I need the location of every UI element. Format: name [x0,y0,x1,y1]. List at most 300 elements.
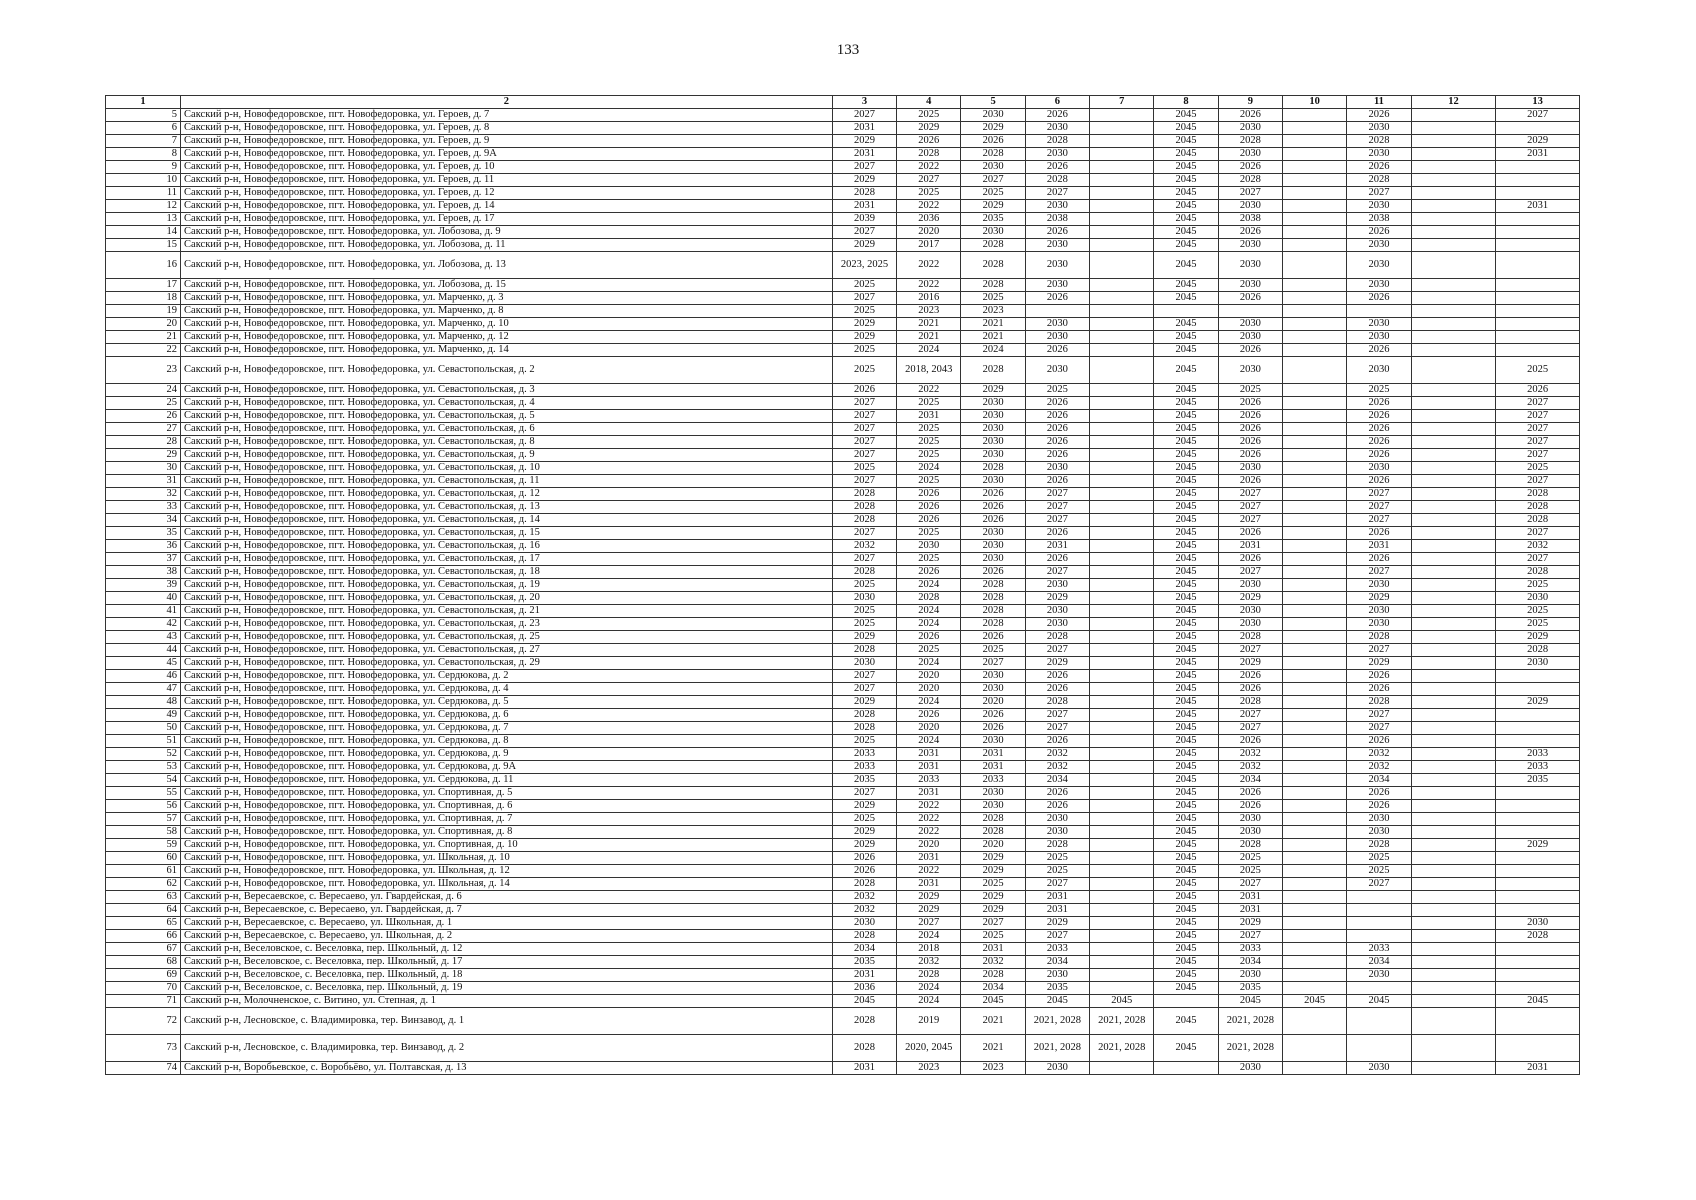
year-cell [1411,683,1496,696]
year-cell [1282,709,1346,722]
year-cell: 2045 [961,995,1025,1008]
year-cell: 2030 [1347,826,1411,839]
year-cell: 2030 [832,917,896,930]
year-cell: 2031 [961,748,1025,761]
year-cell: 2045 [1154,683,1218,696]
year-cell [1090,305,1154,318]
year-cell: 2030 [1347,318,1411,331]
header-row [106,96,1580,109]
year-cell: 2026 [1025,800,1089,813]
year-cell: 2027 [1496,436,1580,449]
year-cell [1090,579,1154,592]
table-row [106,252,1580,279]
year-cell: 2030 [961,787,1025,800]
year-cell: 2033 [1218,943,1282,956]
table-row [106,488,1580,501]
year-cell [1090,1062,1154,1075]
year-cell: 2032 [1496,540,1580,553]
table-row [106,969,1580,982]
year-cell: 2031 [897,761,961,774]
year-cell [1282,397,1346,410]
year-cell: 2025 [832,357,896,384]
year-cell: 2023 [897,1062,961,1075]
year-cell: 2038 [1218,213,1282,226]
year-cell [1411,1008,1496,1035]
address-cell: Сакский р-н, Новофедоровское, пгт. Новофедоровка, ул. Севастопольская, д. 20 [181,592,833,605]
row-number-cell: 39 [106,579,181,592]
year-cell: 2031 [1218,891,1282,904]
address-cell: Сакский р-н, Новофедоровское, пгт. Новофедоровка, ул. Севастопольская, д. 2 [181,357,833,384]
year-cell [1411,527,1496,540]
table-row [106,540,1580,553]
year-cell: 2030 [1347,579,1411,592]
year-cell [1496,670,1580,683]
row-number-cell: 19 [106,305,181,318]
year-cell [1090,592,1154,605]
year-cell: 2030 [897,540,961,553]
year-cell [1411,135,1496,148]
year-cell [1411,344,1496,357]
year-cell [1496,1035,1580,1062]
year-cell [1411,423,1496,436]
year-cell [1090,865,1154,878]
year-cell: 2026 [1347,423,1411,436]
year-cell: 2029 [897,904,961,917]
year-cell [1090,787,1154,800]
year-cell [1282,213,1346,226]
year-cell: 2027 [832,787,896,800]
year-cell: 2025 [1496,618,1580,631]
year-cell: 2032 [1218,748,1282,761]
year-cell: 2035 [1025,982,1089,995]
year-cell: 2026 [1347,735,1411,748]
year-cell: 2030 [1025,618,1089,631]
year-cell: 2028 [961,813,1025,826]
column-header: 5 [961,96,1025,109]
year-cell: 2027 [832,161,896,174]
year-cell [1496,709,1580,722]
year-cell [1282,1062,1346,1075]
year-cell: 2029 [1496,631,1580,644]
year-cell [1411,501,1496,514]
year-cell [1090,410,1154,423]
year-cell: 2025 [897,553,961,566]
row-number-cell: 53 [106,761,181,774]
year-cell: 2026 [961,722,1025,735]
year-cell [1090,930,1154,943]
year-cell: 2025 [961,930,1025,943]
year-cell [1090,813,1154,826]
year-cell [1154,1062,1218,1075]
row-number-cell: 56 [106,800,181,813]
year-cell [1154,305,1218,318]
year-cell [1282,148,1346,161]
year-cell: 2034 [1025,774,1089,787]
year-cell: 2025 [832,279,896,292]
year-cell [1282,226,1346,239]
year-cell: 2028 [1218,174,1282,187]
year-cell: 2026 [1025,344,1089,357]
year-cell: 2045 [1154,357,1218,384]
year-cell: 2026 [1347,397,1411,410]
year-cell: 2032 [832,540,896,553]
year-cell: 2045 [1154,122,1218,135]
year-cell: 2026 [961,501,1025,514]
year-cell [1282,1008,1346,1035]
year-cell: 2045 [1154,148,1218,161]
year-cell: 2045 [1154,605,1218,618]
year-cell: 2031 [897,748,961,761]
year-cell [1090,109,1154,122]
year-cell: 2029 [897,122,961,135]
year-cell [1496,174,1580,187]
year-cell: 2027 [832,449,896,462]
year-cell: 2026 [1025,436,1089,449]
year-cell: 2026 [1218,397,1282,410]
year-cell: 2029 [832,826,896,839]
year-cell: 2028 [961,462,1025,475]
year-cell [1496,969,1580,982]
year-cell: 2035 [1496,774,1580,787]
column-header: 11 [1347,96,1411,109]
year-cell: 2028 [832,709,896,722]
row-number-cell: 17 [106,279,181,292]
year-cell: 2033 [961,774,1025,787]
year-cell: 2030 [961,226,1025,239]
year-cell: 2031 [1218,540,1282,553]
row-number-cell: 5 [106,109,181,122]
year-cell: 2028 [1025,135,1089,148]
table-row [106,878,1580,891]
year-cell: 2024 [897,618,961,631]
row-number-cell: 55 [106,787,181,800]
year-cell: 2027 [1218,878,1282,891]
year-cell: 2045 [1154,318,1218,331]
year-cell [1411,213,1496,226]
year-cell: 2026 [832,384,896,397]
address-cell: Сакский р-н, Новофедоровское, пгт. Новофедоровка, ул. Героев, д. 12 [181,187,833,200]
year-cell: 2045 [1154,878,1218,891]
year-cell: 2029 [897,891,961,904]
year-cell [1282,826,1346,839]
row-number-cell: 28 [106,436,181,449]
year-cell [1282,462,1346,475]
year-cell: 2026 [1025,670,1089,683]
year-cell [1282,631,1346,644]
year-cell [1496,878,1580,891]
year-cell: 2030 [961,735,1025,748]
year-cell [1282,357,1346,384]
year-cell: 2026 [1218,423,1282,436]
year-cell: 2023 [961,305,1025,318]
year-cell: 2045 [1154,709,1218,722]
row-number-cell: 25 [106,397,181,410]
year-cell [1090,852,1154,865]
year-cell: 2045 [1154,331,1218,344]
year-cell: 2027 [1218,722,1282,735]
row-number-cell: 63 [106,891,181,904]
year-cell [1411,644,1496,657]
address-cell: Сакский р-н, Новофедоровское, пгт. Новофедоровка, ул. Севастопольская, д. 18 [181,566,833,579]
year-cell: 2045 [1154,423,1218,436]
address-cell: Сакский р-н, Новофедоровское, пгт. Новофедоровка, ул. Сердюкова, д. 5 [181,696,833,709]
year-cell: 2045 [1154,969,1218,982]
year-cell: 2027 [1025,722,1089,735]
address-cell: Сакский р-н, Молочненское, с. Витино, ул. Степная, д. 1 [181,995,833,1008]
year-cell [1282,344,1346,357]
year-cell: 2045 [1154,384,1218,397]
row-number-cell: 13 [106,213,181,226]
address-cell: Сакский р-н, Новофедоровское, пгт. Новофедоровка, ул. Сердюкова, д. 4 [181,683,833,696]
year-cell: 2032 [1025,748,1089,761]
year-cell: 2045 [1154,279,1218,292]
year-cell: 2026 [1347,226,1411,239]
year-cell [1282,384,1346,397]
year-cell [1090,878,1154,891]
year-cell [1411,331,1496,344]
year-cell [1411,917,1496,930]
row-number-cell: 15 [106,239,181,252]
year-cell: 2025 [1496,605,1580,618]
year-cell: 2045 [1154,344,1218,357]
year-cell [1282,292,1346,305]
year-cell [1411,670,1496,683]
year-cell: 2031 [1496,200,1580,213]
year-cell: 2021, 2028 [1090,1035,1154,1062]
year-cell: 2028 [832,878,896,891]
table-row [106,605,1580,618]
address-cell: Сакский р-н, Новофедоровское, пгт. Новофедоровка, ул. Героев, д. 7 [181,109,833,122]
year-cell: 2029 [961,904,1025,917]
year-cell: 2045 [1025,995,1089,1008]
year-cell: 2045 [1154,618,1218,631]
year-cell [1411,930,1496,943]
row-number-cell: 66 [106,930,181,943]
year-cell [1090,735,1154,748]
address-cell: Сакский р-н, Новофедоровское, пгт. Новофедоровка, ул. Севастопольская, д. 9 [181,449,833,462]
row-number-cell: 65 [106,917,181,930]
year-cell: 2026 [897,501,961,514]
year-cell: 2030 [1218,252,1282,279]
year-cell [1411,553,1496,566]
year-cell: 2025 [1025,852,1089,865]
year-cell [1282,800,1346,813]
year-cell [1090,239,1154,252]
table-row [106,657,1580,670]
year-cell [1282,423,1346,436]
year-cell: 2031 [1496,148,1580,161]
year-cell: 2030 [1347,969,1411,982]
year-cell: 2026 [1218,735,1282,748]
year-cell: 2030 [961,683,1025,696]
page-number: 133 [836,42,860,58]
year-cell [1411,852,1496,865]
year-cell [1282,109,1346,122]
year-cell: 2026 [1025,109,1089,122]
address-cell: Сакский р-н, Новофедоровское, пгт. Новофедоровка, ул. Спортивная, д. 10 [181,839,833,852]
year-cell [1411,540,1496,553]
year-cell: 2033 [1025,943,1089,956]
year-cell [1282,956,1346,969]
year-cell [1411,122,1496,135]
year-cell: 2025 [1218,852,1282,865]
year-cell [1090,423,1154,436]
year-cell: 2028 [1025,839,1089,852]
year-cell: 2030 [1218,122,1282,135]
year-cell [1090,709,1154,722]
year-cell: 2028 [961,969,1025,982]
year-cell [1282,605,1346,618]
table-row [106,956,1580,969]
year-cell: 2030 [1025,331,1089,344]
address-cell: Сакский р-н, Новофедоровское, пгт. Новофедоровка, ул. Севастопольская, д. 16 [181,540,833,553]
year-cell: 2027 [1496,410,1580,423]
row-number-cell: 9 [106,161,181,174]
year-cell: 2028 [1496,930,1580,943]
table-row [106,475,1580,488]
year-cell: 2030 [1025,122,1089,135]
year-cell: 2025 [832,305,896,318]
year-cell [1090,774,1154,787]
row-number-cell: 50 [106,722,181,735]
year-cell [1411,592,1496,605]
table-row [106,579,1580,592]
address-cell: Сакский р-н, Новофедоровское, пгт. Новофедоровка, ул. Севастопольская, д. 17 [181,553,833,566]
year-cell: 2045 [1154,943,1218,956]
row-number-cell: 11 [106,187,181,200]
year-cell [1090,174,1154,187]
address-cell: Сакский р-н, Новофедоровское, пгт. Новофедоровка, ул. Севастопольская, д. 4 [181,397,833,410]
year-cell: 2031 [1347,540,1411,553]
year-cell: 2020 [961,696,1025,709]
year-cell: 2028 [961,592,1025,605]
year-cell [1282,774,1346,787]
address-cell: Сакский р-н, Лесновское, с. Владимировка, тер. Винзавод, д. 2 [181,1035,833,1062]
year-cell [1090,761,1154,774]
address-cell: Сакский р-н, Новофедоровское, пгт. Новофедоровка, ул. Севастопольская, д. 5 [181,410,833,423]
year-cell: 2020 [961,839,1025,852]
year-cell: 2030 [1025,239,1089,252]
year-cell: 2020 [897,226,961,239]
year-cell: 2025 [897,397,961,410]
address-cell: Сакский р-н, Новофедоровское, пгт. Новофедоровка, ул. Севастопольская, д. 19 [181,579,833,592]
year-cell [1496,800,1580,813]
table-row [106,213,1580,226]
table-row [106,410,1580,423]
year-cell: 2045 [1154,213,1218,226]
table-row [106,943,1580,956]
year-cell: 2033 [897,774,961,787]
year-cell: 2025 [1025,865,1089,878]
year-cell: 2026 [1347,410,1411,423]
row-number-cell: 22 [106,344,181,357]
year-cell: 2029 [832,839,896,852]
year-cell: 2027 [1218,501,1282,514]
row-number-cell: 8 [106,148,181,161]
year-cell: 2030 [1025,1062,1089,1075]
address-cell: Сакский р-н, Новофедоровское, пгт. Новофедоровка, ул. Лобозова, д. 15 [181,279,833,292]
address-cell: Сакский р-н, Новофедоровское, пгт. Новофедоровка, ул. Севастопольская, д. 6 [181,423,833,436]
year-cell [1090,956,1154,969]
year-cell: 2026 [897,566,961,579]
year-cell: 2026 [1218,226,1282,239]
year-cell [1411,292,1496,305]
year-cell: 2027 [832,109,896,122]
year-cell: 2030 [1218,1062,1282,1075]
row-number-cell: 51 [106,735,181,748]
year-cell: 2020, 2045 [897,1035,961,1062]
year-cell: 2029 [961,122,1025,135]
year-cell: 2022 [897,252,961,279]
table-row [106,200,1580,213]
year-cell [1090,631,1154,644]
year-cell: 2026 [961,135,1025,148]
row-number-cell: 7 [106,135,181,148]
column-header: 12 [1411,96,1496,109]
year-cell: 2028 [832,930,896,943]
year-cell [1090,748,1154,761]
year-cell [1282,239,1346,252]
year-cell: 2030 [1218,605,1282,618]
year-cell: 2029 [832,174,896,187]
row-number-cell: 64 [106,904,181,917]
year-cell [1411,956,1496,969]
year-cell: 2027 [1496,475,1580,488]
year-cell [1282,135,1346,148]
year-cell [1411,735,1496,748]
year-cell [1282,813,1346,826]
year-cell: 2025 [1025,384,1089,397]
year-cell: 2029 [1218,917,1282,930]
year-cell: 2030 [1025,279,1089,292]
year-cell: 2027 [1025,187,1089,200]
year-cell: 2045 [1154,631,1218,644]
address-cell: Сакский р-н, Новофедоровское, пгт. Новофедоровка, ул. Севастопольская, д. 23 [181,618,833,631]
year-cell: 2045 [1154,462,1218,475]
year-cell: 2028 [832,514,896,527]
table-row [106,904,1580,917]
year-cell [1282,331,1346,344]
year-cell [1347,305,1411,318]
year-cell [1282,722,1346,735]
year-cell [1411,462,1496,475]
year-cell: 2031 [1025,540,1089,553]
year-cell: 2045 [1154,449,1218,462]
year-cell: 2030 [961,475,1025,488]
year-cell: 2028 [1496,566,1580,579]
year-cell: 2030 [1025,813,1089,826]
year-cell: 2027 [1347,566,1411,579]
year-cell: 2030 [961,449,1025,462]
year-cell: 2033 [1347,943,1411,956]
year-cell: 2038 [1025,213,1089,226]
year-cell [1347,904,1411,917]
year-cell [1090,657,1154,670]
year-cell: 2034 [1347,774,1411,787]
year-cell: 2045 [1154,527,1218,540]
year-cell: 2031 [897,410,961,423]
year-cell [1090,514,1154,527]
year-cell: 2025 [961,644,1025,657]
year-cell: 2045 [1154,644,1218,657]
year-cell: 2027 [1347,709,1411,722]
year-cell: 2026 [897,488,961,501]
year-cell: 2028 [1496,501,1580,514]
year-cell [1411,566,1496,579]
year-cell: 2045 [1154,761,1218,774]
year-cell: 2024 [897,579,961,592]
address-cell: Сакский р-н, Новофедоровское, пгт. Новофедоровка, ул. Лобозова, д. 9 [181,226,833,239]
